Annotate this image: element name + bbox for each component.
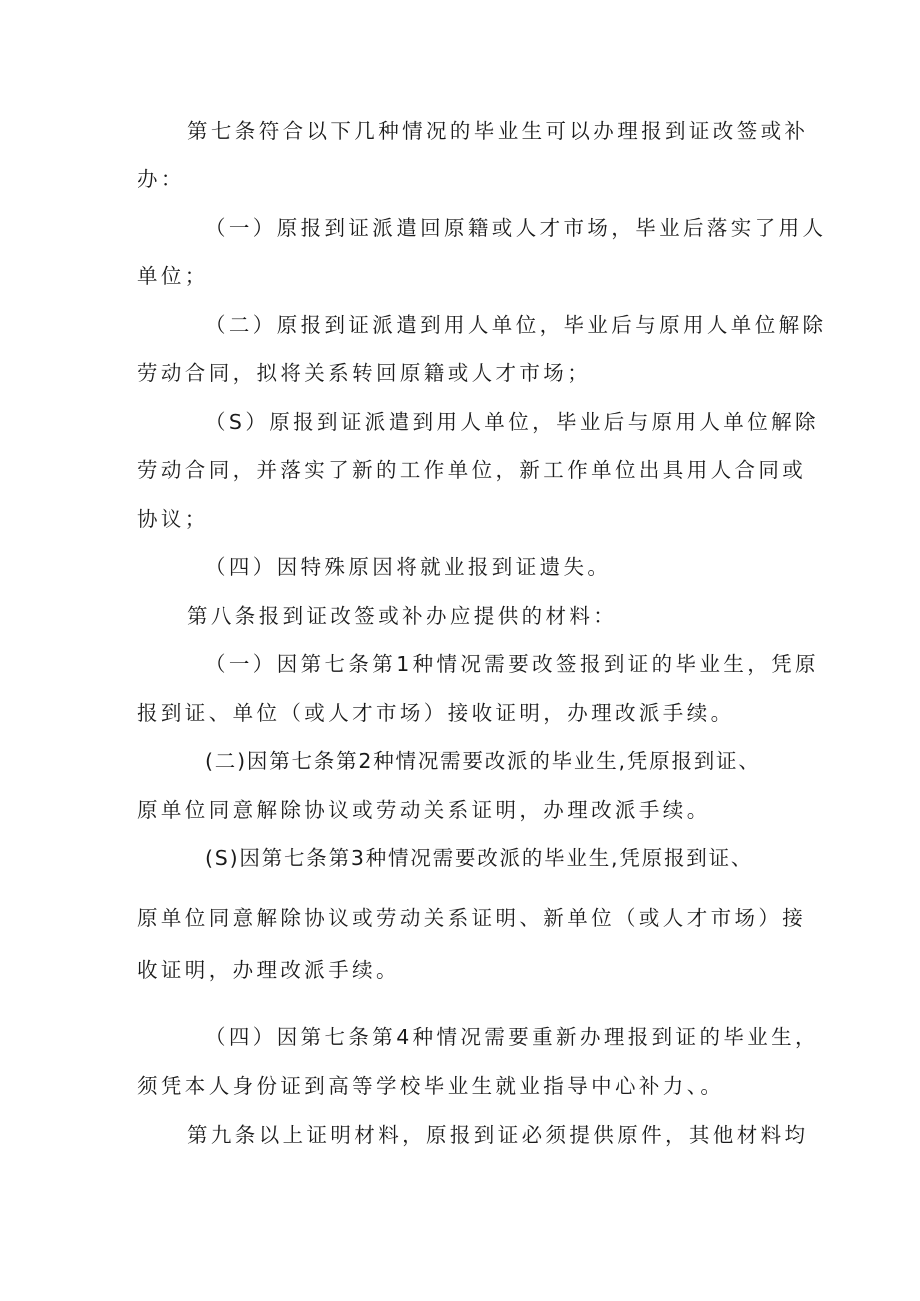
article-7-item-1-cont: 单位； <box>137 264 209 288</box>
article-8-item-2: (二)因第七条第2种情况需要改派的毕业生,凭原报到证、 <box>205 749 761 773</box>
article-7-item-2: （二）原报到证派遣到用人单位，毕业后与原用人单位解除 <box>205 313 827 337</box>
article-8-item-3-cont: 收证明，办理改派手续。 <box>137 958 400 982</box>
article-7-heading-cont: 办： <box>137 167 185 191</box>
article-8-item-4-cont: 须凭本人身份证到高等学校毕业生就业指导中心补力、。 <box>137 1074 725 1098</box>
article-7-item-2-cont: 劳动合同，拟将关系转回原籍或人才市场； <box>137 361 592 385</box>
article-9-heading: 第九条以上证明材料，原报到证必须提供原件，其他材料均 <box>187 1123 809 1147</box>
article-7-item-3: （S）原报到证派遣到用人单位，毕业后与原用人单位解除 <box>205 410 819 434</box>
article-7-item-3-cont: 协议； <box>137 507 209 531</box>
article-8-item-3-cont: 原单位同意解除协议或劳动关系证明、新单位（或人才市场）接 <box>137 906 807 930</box>
article-8-heading: 第八条报到证改签或补办应提供的材料： <box>187 604 618 628</box>
article-8-item-3: (S)因第七条第3种情况需要改派的毕业生,凭原报到证、 <box>205 846 754 870</box>
article-7-item-3-cont: 劳动合同，并落实了新的工作单位，新工作单位出具用人合同或 <box>137 458 807 482</box>
article-8-item-2-cont: 原单位同意解除协议或劳动关系证明，办理改派手续。 <box>137 798 711 822</box>
article-8-item-4: （四）因第七条第4种情况需要重新办理报到证的毕业生， <box>205 1025 819 1049</box>
article-8-item-1: （一）因第七条第1种情况需要改签报到证的毕业生，凭原 <box>205 652 819 676</box>
article-8-item-1-cont: 报到证、单位（或人才市场）接收证明，办理改派手续。 <box>137 701 735 725</box>
article-7-item-4: （四）因特殊原因将就业报到证遗失。 <box>205 555 612 579</box>
article-7-item-1: （一）原报到证派遣回原籍或人才市场，毕业后落实了用人 <box>205 216 827 240</box>
article-7-heading: 第七条符合以下几种情况的毕业生可以办理报到证改签或补 <box>187 119 809 143</box>
